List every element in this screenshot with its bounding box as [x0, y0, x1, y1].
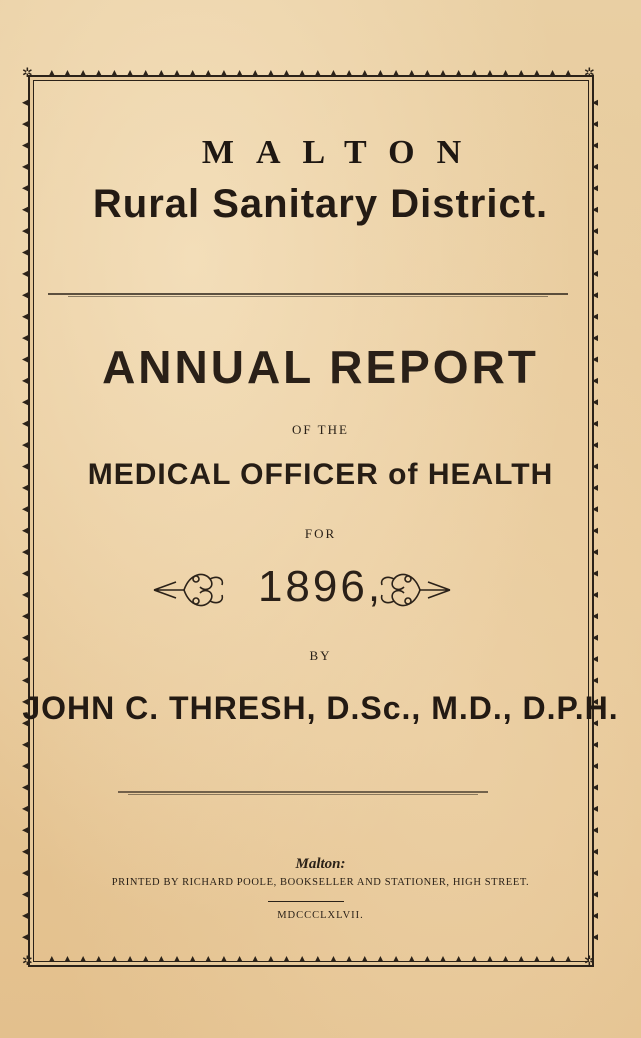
by-label: BY: [309, 648, 332, 663]
right-flourish-ornament: [370, 565, 454, 615]
border-bottom-ornament: [44, 956, 576, 962]
publication-year-roman: MDCCCLXLVII.: [277, 910, 364, 921]
short-divider-rule: [268, 900, 344, 903]
printer-imprint: PRINTED BY RICHARD POOLE, BOOKSELLER AND STATIONER, HIGH STREET.: [111, 877, 530, 888]
officer-title: MEDICAL OFFICER of HEALTH: [87, 458, 554, 491]
report-year: 1896,: [257, 562, 384, 611]
corner-ornament-top-right: ✲: [584, 66, 595, 81]
border-top-ornament: [44, 70, 576, 76]
corner-ornament-bottom-left: ✲: [22, 954, 33, 969]
divider-rule-bottom: [118, 790, 488, 796]
author-name: JOHN C. THRESH, D.Sc., M.D., D.P.H.: [22, 690, 619, 726]
corner-ornament-bottom-right: ✲: [584, 954, 595, 969]
corner-ornament-top-left: ✲: [22, 66, 33, 81]
of-the-label: OF THE: [292, 422, 349, 437]
place-of-printing: Malton:: [295, 856, 346, 872]
report-title: ANNUAL REPORT: [102, 341, 539, 393]
for-label: FOR: [304, 526, 337, 541]
town-title: MALTON: [201, 134, 484, 171]
divider-rule-top: [48, 292, 568, 298]
district-subtitle: Rural Sanitary District.: [92, 182, 549, 226]
